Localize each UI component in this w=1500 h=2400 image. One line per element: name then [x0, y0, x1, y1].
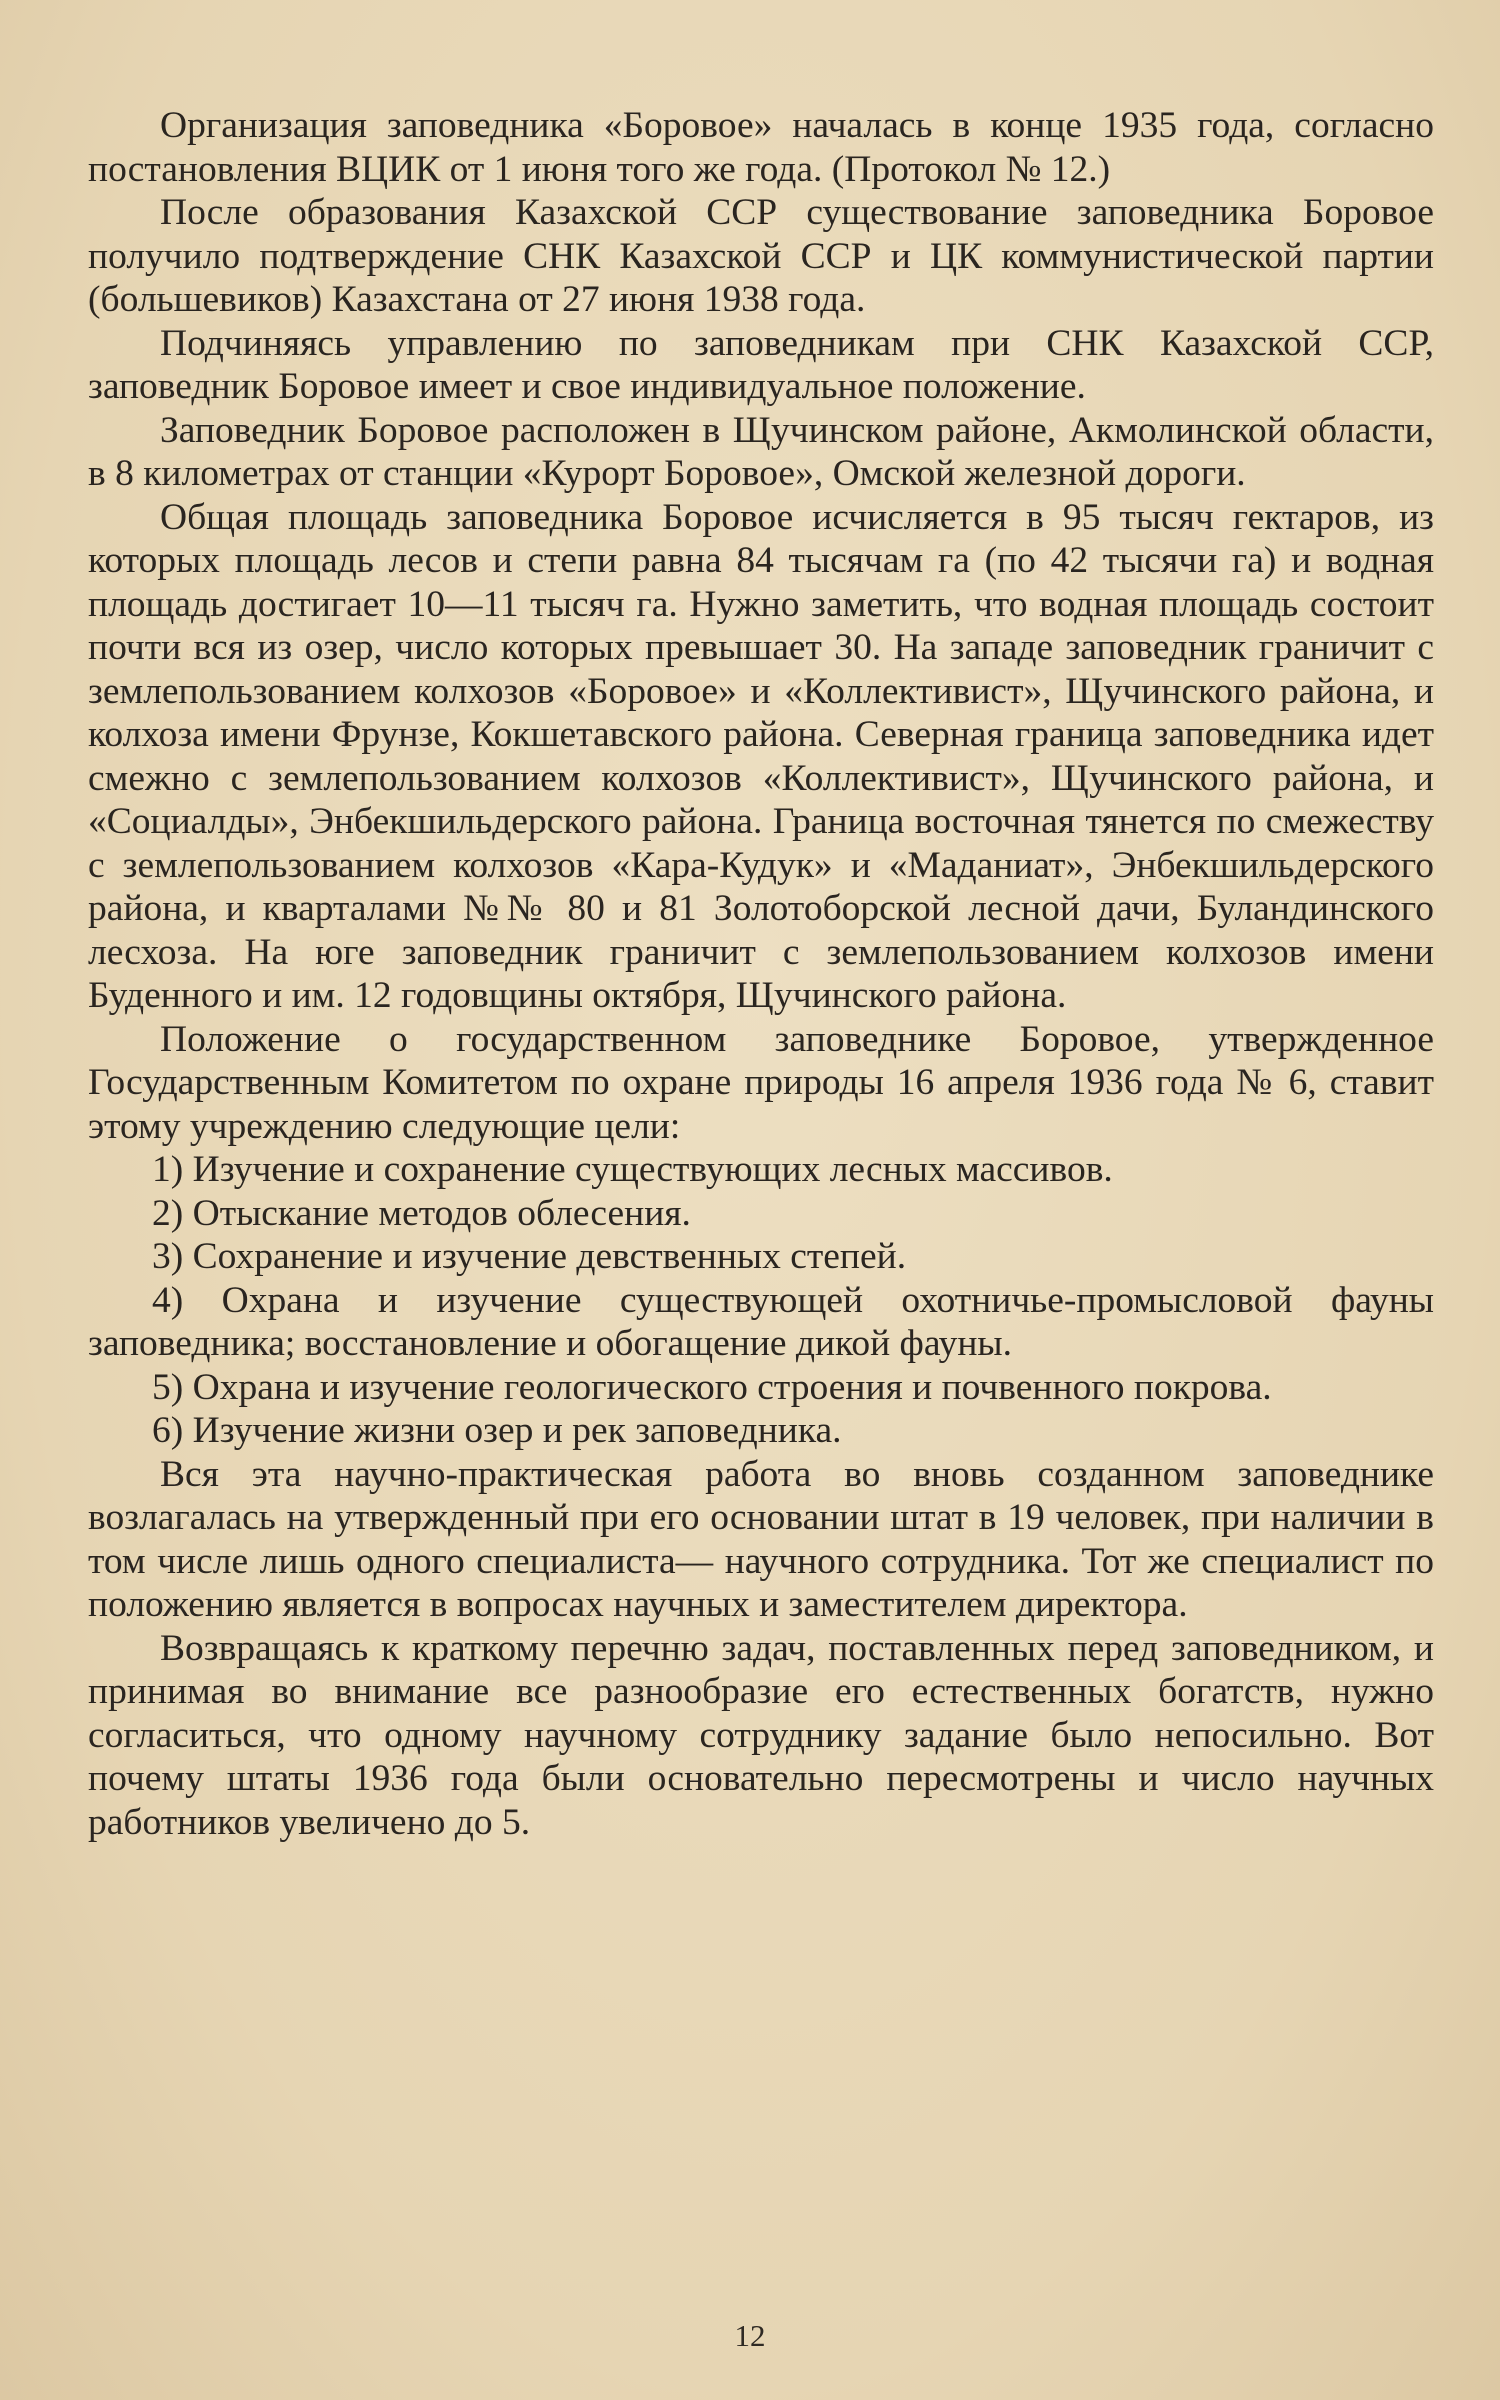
goal-item-3: 3) Сохранение и изучение девственных степей.	[152, 1236, 907, 1277]
paragraph-location: Заповедник Боровое расположен в Щучинском районе, Акмолинской области, в 8 километрах от станции «Курорт Боровое», Омской железной дороги.	[88, 409, 1434, 494]
goal-item-2: 2) Отыскание методов облесения.	[152, 1192, 691, 1234]
page-text	[88, 104, 1434, 1844]
goal-item-1: 1) Изучение и сохранение существующих лесных массивов.	[152, 1149, 1113, 1190]
paragraph-subordination: Подчиняясь управлению по заповедникам при СНК Казахской ССР, заповедник Боровое имеет и свое индивидуальное положение.	[88, 322, 1434, 407]
paragraph-confirmation: После образования Казахской ССР существование заповедника Боровое получило подтверждение СНК Казахской ССР и ЦК коммунистической партии (большевиков) Казахстана от 27 июня 1938 года.	[88, 192, 1434, 320]
paragraph-regulation: Положение о государственном заповеднике Боровое, утвержденное Государственным Комитетом по охране природы 16 апреля 1936 года № 6, ставит этому учреждению следующие цели:	[88, 1018, 1434, 1147]
page-number: 12	[734, 2318, 766, 2353]
paragraph-organization: Организация заповедника «Боровое» началась в конце 1935 года, согласно постановления ВЦИК от 1 июня того же года. (Протокол № 12.)	[88, 105, 1434, 190]
paragraph-staff-revision: Возвращаясь к краткому перечню задач, поставленных перед заповедником, и принимая во внимание все разнообразие его естественных богатств, нужно согласиться, что одному научному сотруднику задание было непосильно. Вот почему штаты 1936 года были основательно пересмотрены и число научных работников увеличено до 5.	[88, 1627, 1434, 1843]
paragraph-staff: Вся эта научно-практическая работа во вновь созданном заповеднике возлагалась на утвержденный при его основании штат в 19 человек, при наличии в том числе лишь одного специалиста— научного сотрудника. Тот же специалист по положению является в вопросах научных и заместителем директора.	[88, 1453, 1434, 1625]
goal-item-5: 5) Охрана и изучение геологического строения и почвенного покрова.	[152, 1366, 1272, 1408]
paragraph-area-boundaries: Общая площадь заповедника Боровое исчисляется в 95 тысяч гектаров, из которых площадь лесов и степи равна 84 тысячам га (по 42 тысячи га) и водная площадь достигает 10—11 тысяч га. Нужно заметить, что водная площадь состоит почти вся из озер, число которых превышает 30. На западе заповедник граничит с землепользованием колхозов «Боровое» и «Коллективист», Щучинского района, и колхоза имени Фрунзе, Кокшетавского района. Северная граница заповедника идет смежно с землепользованием колхозов «Коллективист», Щучинского района, и «Социалды», Энбекшильдерского района. Граница восточная тянется по смежеству с землепользованием колхозов «Кара-Кудук» и «Маданиат», Энбекшильдерского района, и кварталами №№ 80 и 81 Золотоборской лесной дачи, Буландинского лесхоза. На юге заповедник граничит с землепользованием колхозов имени Буденного и им. 12 годовщины октября, Щучинского района.	[88, 496, 1434, 1016]
goal-item-6: 6) Изучение жизни озер и рек заповедника.	[152, 1410, 842, 1451]
goal-item-4: 4) Охрана и изучение существующей охотничье-промысловой фауны заповедника; восстановление и обогащение дикой фауны.	[88, 1279, 1434, 1364]
